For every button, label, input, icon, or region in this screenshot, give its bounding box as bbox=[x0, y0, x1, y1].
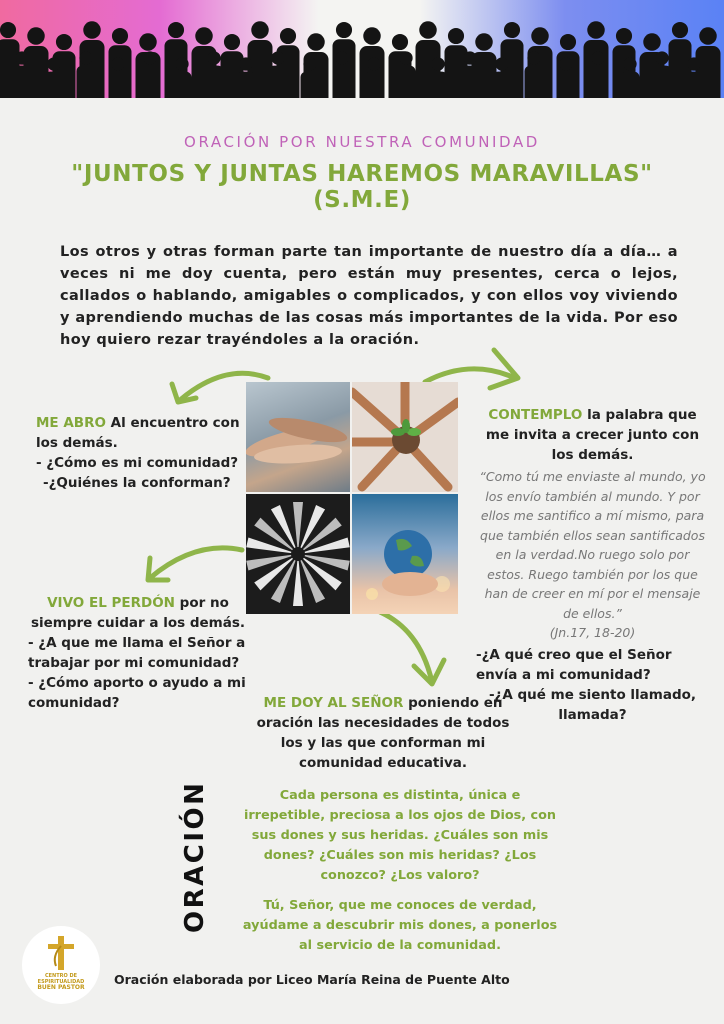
contemplo-text: la palabra que me invita a crecer junto con los demás. bbox=[485, 407, 700, 463]
prayer-paragraph-2: Tú, Señor, que me conoces de verdad, ayúdame a descubrir mis dones, a ponerlos al servicio de la comunidad. bbox=[242, 898, 558, 953]
vivo-el-perdon-section bbox=[28, 593, 248, 713]
plant-hands-photo bbox=[352, 382, 458, 492]
me-abro-text: Al encuentro con los demás. bbox=[36, 415, 240, 451]
intro-paragraph: Los otros y otras forman parte tan importante de nuestro día a día… a veces ni me doy cuenta, pero están muy presentes, cerca o lejos, callados o hablando, amigables o complicados, y con ellos voy viviendo y aprendiendo muchas de las cosas más importantes de la vida. Por eso hoy quiero rezar trayéndoles a la oración. bbox=[60, 244, 678, 348]
me-doy-text: poniendo en oración las necesidades de todos los y las que conforman mi comunidad educativa. bbox=[256, 695, 510, 771]
arrow-to-me-doy-head bbox=[414, 660, 444, 684]
arrow-to-contemplo-head bbox=[490, 350, 518, 388]
prayer-paragraph-1: Cada persona es distinta, única e irrepetible, preciosa a los ojos de Dios, con sus dones y sus heridas. ¿Cuáles son mis dones? ¿Cuáles son mis heridas? ¿Los conozco? ¿Los valoro? bbox=[243, 788, 557, 883]
contemplo-intro bbox=[476, 405, 709, 465]
logo-line-1: CENTRO DE bbox=[44, 973, 78, 979]
person-silhouette-back bbox=[696, 27, 721, 110]
contemplo-question-2: -¿A qué me siento llamado, llamada? bbox=[488, 686, 697, 723]
contemplo-scripture-quote: “Como tú me enviaste al mundo, yo los envío también al mundo. Y por ellos me santifico a mí mismo, para que también ellos sean santificados en la verdad.No ruego solo por estos. Ruego también por los que han de creer en mí por el mensaje de ellos.” bbox=[479, 469, 706, 621]
crowd-illustration bbox=[0, 0, 724, 110]
me-abro-heading: ME ABRO bbox=[36, 415, 106, 431]
me-doy-heading: ME DOY AL SEÑOR bbox=[263, 695, 404, 711]
vivo-text: por no siempre cuidar a los demás. bbox=[30, 595, 246, 631]
vivo-question-1: - ¿A que me llama el Señor a trabajar por mi comunidad? bbox=[28, 635, 246, 671]
me-abro-question-1: - ¿Cómo es mi comunidad? bbox=[36, 455, 239, 471]
hands-together-photo bbox=[246, 382, 350, 492]
arrow-to-contemplo bbox=[425, 369, 515, 382]
earth-in-hands-photo bbox=[352, 494, 458, 614]
paper-figure-center bbox=[291, 547, 305, 561]
contemplo-section bbox=[476, 405, 709, 725]
me-doy-section bbox=[248, 693, 518, 773]
footer-credit: Oración elaborada por Liceo María Reina de Puente Alto bbox=[114, 972, 510, 987]
logo-line-3: BUEN PASTOR bbox=[37, 984, 85, 991]
contemplo-heading: CONTEMPLO bbox=[488, 407, 583, 423]
oracion-vertical-label: ORACIÓN bbox=[180, 780, 210, 933]
logo-text bbox=[22, 973, 100, 991]
logo-line-2: ESPIRITUALIDAD bbox=[37, 979, 85, 985]
me-abro-section bbox=[36, 413, 241, 493]
scripture-reference: (Jn.17, 18-20) bbox=[549, 625, 636, 640]
vivo-heading: VIVO EL PERDÓN bbox=[47, 595, 175, 611]
vivo-question-2: - ¿Cómo aporto o ayudo a mi comunidad? bbox=[28, 675, 246, 711]
page-title-line1: "JUNTOS Y JUNTAS HAREMOS MARAVILLAS" bbox=[71, 161, 653, 187]
image-collage bbox=[246, 382, 458, 614]
page-title-line2: (S.M.E) bbox=[313, 187, 411, 213]
me-abro-question-2: -¿Quiénes la conforman? bbox=[43, 475, 231, 491]
buen-pastor-logo bbox=[22, 926, 100, 1004]
vivo-intro bbox=[28, 593, 248, 633]
cross-icon bbox=[22, 926, 100, 976]
arrow-to-vivo-head bbox=[148, 558, 168, 580]
page-subtitle: ORACIÓN POR NUESTRA COMUNIDAD bbox=[184, 133, 540, 151]
page-title bbox=[0, 161, 724, 213]
contemplo-question-1: -¿A qué creo que el Señor envía a mi comunidad? bbox=[476, 646, 672, 683]
arrow-to-me-abro-head bbox=[172, 384, 196, 402]
arrow-to-vivo bbox=[150, 548, 242, 578]
me-abro-intro bbox=[36, 413, 241, 453]
header-banner bbox=[0, 0, 724, 110]
arrow-to-me-doy bbox=[380, 612, 432, 682]
paper-people-circle-photo bbox=[246, 494, 350, 614]
person-silhouette-back bbox=[221, 34, 244, 110]
